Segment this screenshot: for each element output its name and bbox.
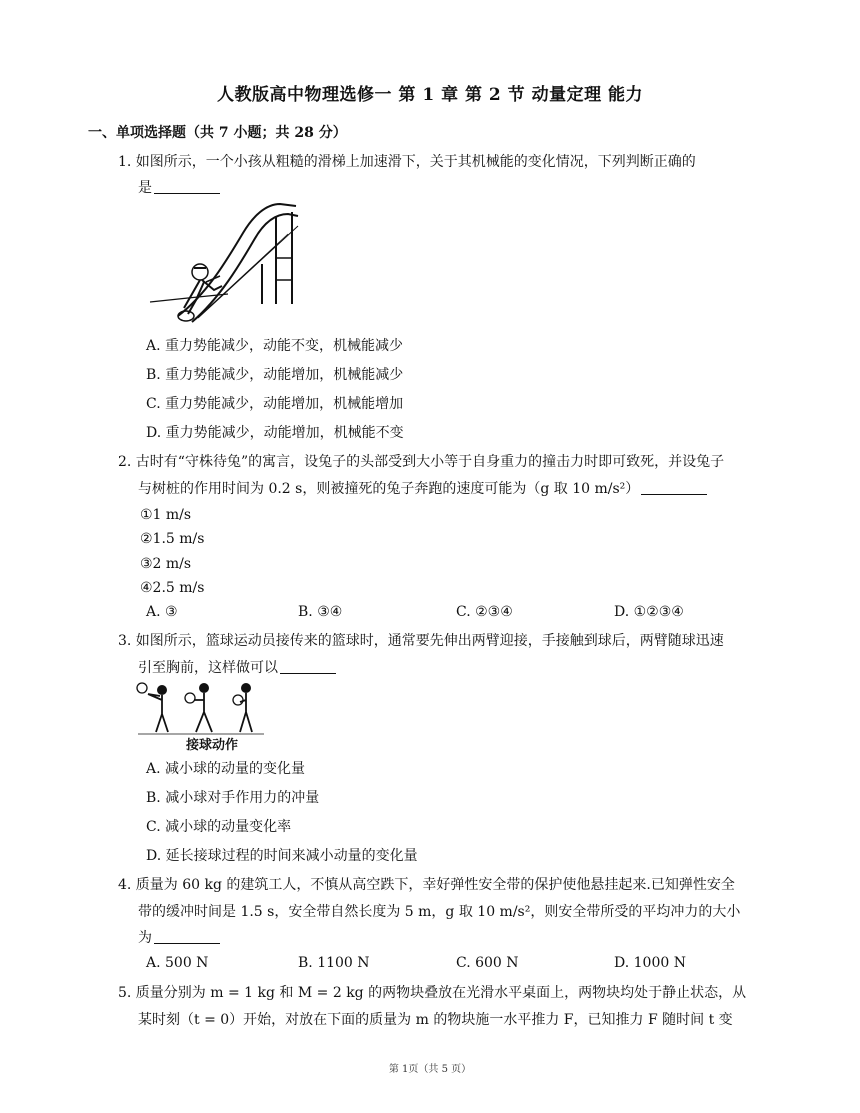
q4-line-1: 4. 质量为 60 kg 的建筑工人，不慎从高空跌下，幸好弹性安全带的保护使他悬挂起来.已知弹性安全 [118, 877, 735, 893]
q1-line-1: 1. 如图所示，一个小孩从粗糙的滑梯上加速滑下，关于其机械能的变化情况，下列判断正确的 [118, 154, 696, 170]
q5-line-2: 某时刻（t = 0）开始，对放在下面的质量为 m 的物块施一水平推力 F，已知推力 F 随时间 t 变 [138, 1012, 733, 1028]
q3-line-2: 引至胸前，这样做可以 [138, 658, 336, 678]
q2-item-4: ④2.5 m/s [140, 580, 205, 596]
page-footer: 第 1页（共 5 页） [388, 1064, 472, 1075]
q2-item-3: ③2 m/s [140, 556, 192, 572]
q1-option-c: C. 重力势能减少，动能增加，机械能增加 [146, 396, 404, 412]
answer-blank [154, 179, 220, 194]
q3-option-d: D. 延长接球过程的时间来减小动量的变化量 [146, 848, 418, 864]
answer-blank [641, 480, 707, 495]
q4-line-2: 带的缓冲时间是 1.5 s，安全带自然长度为 5 m，g 取 10 m/s²，则安全带所受的平均冲力的大小 [138, 904, 741, 920]
q1-option-d: D. 重力势能减少，动能增加，机械能不变 [146, 425, 404, 441]
q4-option-d: D. 1000 N [614, 955, 686, 971]
q2-item-2: ②1.5 m/s [140, 531, 205, 547]
q4-option-c: C. 600 N [456, 955, 519, 971]
catch-ball-illustration [134, 680, 274, 738]
q2-line-1: 2. 古时有“守株待兔”的寓言，设兔子的头部受到大小等于自身重力的撞击力时即可致死，并设兔子 [118, 454, 725, 470]
figure-caption: 接球动作 [186, 738, 239, 753]
answer-blank [280, 659, 336, 674]
q2-option-d: D. ①②③④ [614, 604, 684, 620]
q5-line-1: 5. 质量分别为 m = 1 kg 和 M = 2 kg 的两物块叠放在光滑水平桌面上，两物块均处于静止状态，从 [118, 985, 747, 1001]
answer-blank [154, 929, 220, 944]
q1-option-a: A. 重力势能减少，动能不变，机械能减少 [146, 338, 404, 354]
q2-line-2: 与树桩的作用时间为 0.2 s，则被撞死的兔子奔跑的速度可能为（g 取 10 m/s²） [138, 479, 707, 499]
q4-line-3: 为 [138, 928, 220, 948]
q3-option-b: B. 减小球对手作用力的冲量 [146, 790, 320, 806]
page-title: 人教版高中物理选修一 第 1 章 第 2 节 动量定理 能力 [216, 85, 643, 105]
q4-option-a: A. 500 N [146, 955, 209, 971]
q1-option-b: B. 重力势能减少，动能增加，机械能减少 [146, 367, 404, 383]
q2-option-a: A. ③ [146, 604, 178, 620]
q3-line-1: 3. 如图所示，篮球运动员接传来的篮球时，通常要先伸出两臂迎接，手接触到球后，两臂随球迅速 [118, 633, 724, 649]
q1-line-2: 是 [138, 178, 220, 198]
q3-option-a: A. 减小球的动量的变化量 [146, 761, 306, 777]
q3-option-c: C. 减小球的动量变化率 [146, 819, 292, 835]
q4-option-b: B. 1100 N [298, 955, 370, 971]
slide-illustration [148, 198, 308, 328]
q2-option-b: B. ③④ [298, 604, 343, 620]
section-heading: 一、单项选择题（共 7 小题；共 28 分） [88, 125, 347, 141]
q2-option-c: C. ②③④ [456, 604, 513, 620]
q2-item-1: ①1 m/s [140, 507, 192, 523]
